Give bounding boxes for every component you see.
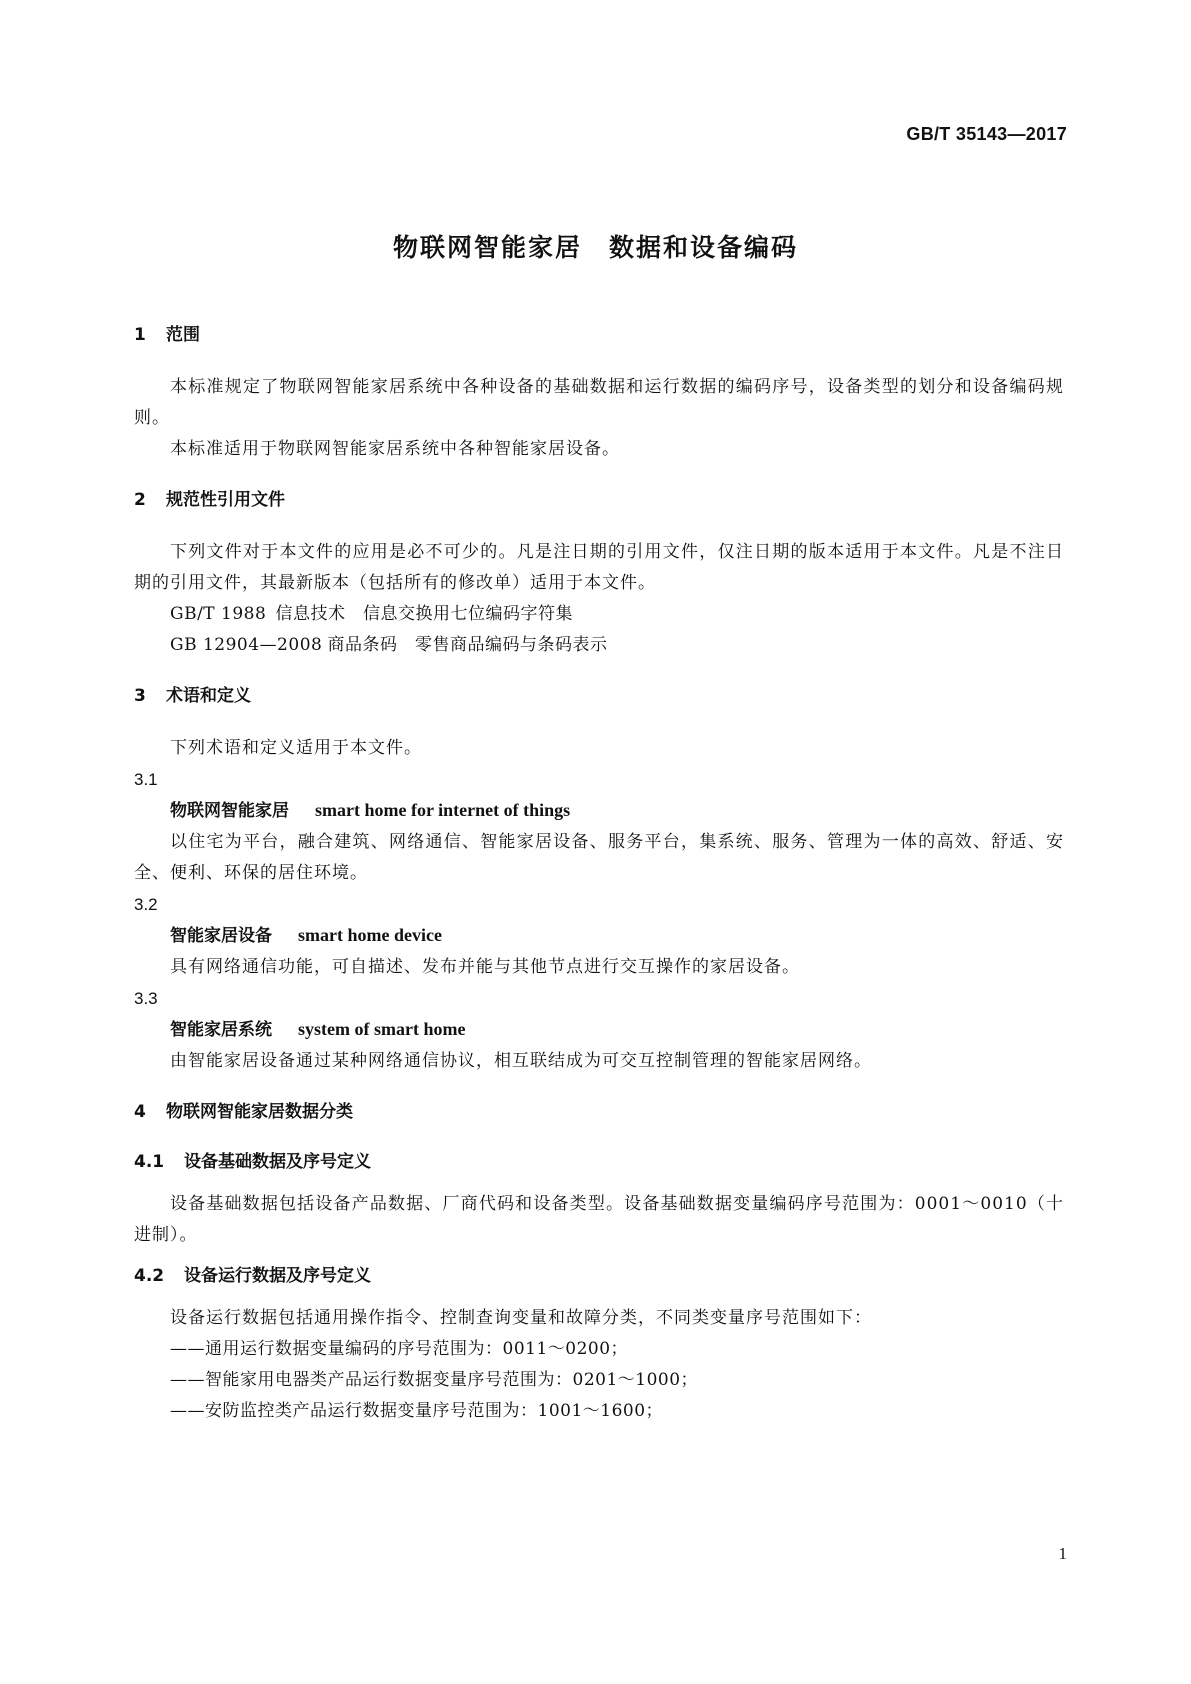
term-english: smart home for internet of things <box>315 800 571 820</box>
section-title: 设备基础数据及序号定义 <box>184 1152 371 1172</box>
section-number: 4 <box>134 1102 146 1122</box>
paragraph: 下列术语和定义适用于本文件。 <box>170 738 422 758</box>
page-number: 1 <box>1058 1544 1067 1563</box>
standard-code: GB/T 35143—2017 <box>906 124 1067 144</box>
document-title: 物联网智能家居 数据和设备编码 <box>392 233 798 262</box>
term-number: 3.1 <box>134 770 158 789</box>
section-title: 范围 <box>166 325 200 345</box>
list-item: ——通用运行数据变量编码的序号范围为：0011～0200； <box>170 1339 629 1359</box>
paragraph: 本标准适用于物联网智能家居系统中各种智能家居设备。 <box>170 439 620 459</box>
paragraph: 本标准规定了物联网智能家居系统中各种设备的基础数据和运行数据的编码序号，设备类型的划分和设备编码规则。 <box>134 377 1064 428</box>
normative-reference <box>134 599 1064 630</box>
paragraph: 设备基础数据包括设备产品数据、厂商代码和设备类型。设备基础数据变量编码序号范围为：0001～0010（十进制）。 <box>134 1194 1064 1245</box>
term-entry <box>134 920 1064 952</box>
section-4-2-heading <box>134 1263 1064 1289</box>
section-number: 3 <box>134 686 146 706</box>
normative-reference <box>134 630 1064 661</box>
section-title: 物联网智能家居数据分类 <box>166 1102 353 1122</box>
term-entry <box>134 1014 1064 1046</box>
section-3-heading <box>134 683 1064 709</box>
list-item: ——智能家用电器类产品运行数据变量序号范围为：0201～1000； <box>170 1370 699 1390</box>
term-definition: 以住宅为平台，融合建筑、网络通信、智能家居设备、服务平台，集系统、服务、管理为一体的高效、舒适、安全、便利、环保的居住环境。 <box>134 832 1064 883</box>
term-english: system of smart home <box>298 1019 466 1039</box>
document-body <box>134 322 1064 1427</box>
reference-title: 信息技术 信息交换用七位编码字符集 <box>275 604 573 624</box>
term-english: smart home device <box>298 925 442 945</box>
section-number: 2 <box>134 490 146 510</box>
section-4-heading <box>134 1099 1064 1125</box>
reference-title: 商品条码 零售商品编码与条码表示 <box>327 635 608 655</box>
section-number: 1 <box>134 325 146 345</box>
paragraph: 下列文件对于本文件的应用是必不可少的。凡是注日期的引用文件，仅注日期的版本适用于本文件。凡是不注日期的引用文件，其最新版本（包括所有的修改单）适用于本文件。 <box>134 542 1064 593</box>
section-title: 规范性引用文件 <box>166 490 285 510</box>
paragraph: 设备运行数据包括通用操作指令、控制查询变量和故障分类，不同类变量序号范围如下： <box>170 1308 872 1328</box>
term-entry <box>134 795 1064 827</box>
section-1-heading <box>134 322 1064 348</box>
term-definition: 具有网络通信功能，可自描述、发布并能与其他节点进行交互操作的家居设备。 <box>170 957 800 977</box>
term-number: 3.3 <box>134 989 158 1008</box>
term-definition: 由智能家居设备通过某种网络通信协议，相互联结成为可交互控制管理的智能家居网络。 <box>170 1051 872 1071</box>
term-number: 3.2 <box>134 895 158 914</box>
section-title: 设备运行数据及序号定义 <box>184 1266 371 1286</box>
reference-code: GB 12904—2008 <box>170 635 323 655</box>
term-chinese: 智能家居设备 <box>170 926 272 946</box>
section-2-heading <box>134 487 1064 513</box>
term-chinese: 物联网智能家居 <box>170 801 289 821</box>
section-number: 4.2 <box>134 1266 165 1286</box>
section-4-1-heading <box>134 1149 1064 1175</box>
reference-code: GB/T 1988 <box>170 604 267 624</box>
section-title: 术语和定义 <box>166 686 251 706</box>
section-number: 4.1 <box>134 1152 165 1172</box>
list-item: ——安防监控类产品运行数据变量序号范围为：1001～1600； <box>170 1401 664 1421</box>
term-chinese: 智能家居系统 <box>170 1020 272 1040</box>
